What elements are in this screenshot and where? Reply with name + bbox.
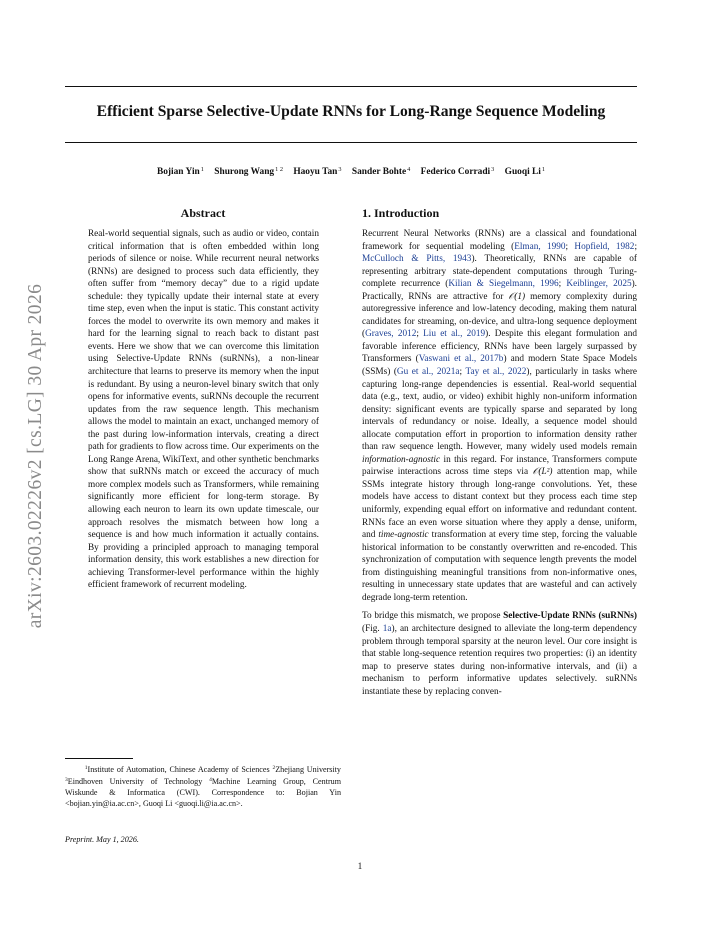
citation-link[interactable]: Elman, 1990	[514, 241, 566, 252]
citation-link[interactable]: Tay et al., 2022	[465, 367, 527, 378]
author: Shurong Wang$^{1 2}$	[214, 166, 283, 177]
citation-link[interactable]: Vaswani et al., 2017b	[418, 354, 504, 365]
author: Sander Bohte$^4$	[351, 166, 411, 177]
footnote-rule	[65, 758, 133, 759]
title-top-rule	[65, 86, 637, 87]
citation-link[interactable]: McCulloch & Pitts, 1943	[362, 254, 472, 265]
author-list	[65, 166, 637, 177]
abstract-heading: Abstract	[180, 206, 226, 220]
figure-link[interactable]: 1a	[382, 623, 392, 634]
intro-paragraph-1: Recurrent Neural Networks (RNNs) are a classical and foundational framework for sequential modeling (Elman, 1990; Hopfield, 1982; McCulloch & Pitts, 1943). Theoretically, RNNs are capable of representing arbitrary state-dependent computations through Turing-complete recurrence (Kilian & Siegelmann, 1996; Keiblinger, 2025). Practically, RNNs are attractive for 𝒪(1) memory complexity during autoregressive inference and low-latency decoding, making them natural candidates for streaming, on-device, and ultra-long sequence deployment (Graves, 2012; Liu et al., 2019). Despite this elegant formulation and favorable inference efficiency, RNNs have been largely surpassed by Transformers (Vaswani et al., 2017b) and modern State Space Models (SSMs) (Gu et al., 2021a; Tay et al., 2022), particularly in tasks where capturing long-range dependencies is essential. Real-world sequential data (e.g., text, audio, or video) exhibit highly non-uniform information density: significant events are typically sparse and separated by long intervals of redundancy or noise. Ideally, a sequence model should allocate computation effort in proportion to information density rather than raw sequence length. However, many widely used models remain information-agnostic in this regard. For instance, Transformers compute pairwise interactions across time steps via 𝒪(L²) attention map, while SSMs integrate history through long-range convolutions. Yet, these models have access to distant context but they process each time step uniformly, expending equal effort on informative and redundant content. RNNs face an even worse situation where they apply a dense, uniform, and time-agnostic transformation at every time step, forcing the valuable historical information to be constantly overwritten and re-encoded. This synchronization of computation with sequence length prevents the model from distinguishing meaningful transitions from non-informative ones, resulting in unnecessary state updates that are wasteful and can actively degrade long-term retention.	[362, 229, 638, 603]
citation-link[interactable]: Keiblinger, 2025	[566, 279, 632, 290]
author: Federico Corradi$^3$	[420, 166, 495, 177]
citation-link[interactable]: Graves, 2012	[365, 329, 417, 340]
citation-link[interactable]: Kilian & Siegelmann, 1996	[448, 279, 559, 290]
citation-link[interactable]: Liu et al., 2019	[423, 329, 486, 340]
preprint-note: Preprint. May 1, 2026.	[65, 835, 139, 844]
intro-paragraph-2: To bridge this mismatch, we propose Selective-Update RNNs (suRNNs) (Fig. 1a), an architecture designed to alleviate the long-term dependency problem through temporal sparsity at the neuron level. Our core insight is that stable long-sequence retention requires two properties: (i) an identity map to preserve states during non-informative intervals, and (ii) a mechanism to perform informative updates selectively. suRNNs instantiate these by replacing conven-	[362, 611, 638, 697]
arxiv-sidebar-stamp: arXiv:2603.02226v2 [cs.LG] 30 Apr 2026	[25, 283, 46, 629]
citation-link[interactable]: Gu et al., 2021a	[396, 367, 460, 378]
title-bottom-rule	[65, 142, 637, 143]
citation-link[interactable]: Hopfield, 1982	[574, 241, 635, 252]
intro-heading: 1. Introduction	[362, 206, 440, 220]
abstract-body: Real-world sequential signals, such as audio or video, contain critical information that is often embedded within long periods of silence or noise. While recurrent neural networks (RNNs) are designed to process such data efficiently, they often suffer from “memory decay” due to a rigid update schedule: they typically update their internal state at every time step, even when the input is static. This constant activity forces the model to overwrite its own memory and makes it hard for the learning signal to reach back to distant past events. Here we show that we can overcome this limitation using Selective-Update RNNs (suRNNs), a non-linear architecture that learns to preserve its memory when the input is redundant. By using a neuron-level binary switch that only opens for informative events, suRNNs decouple the recurrent updates from the raw sequence length. This mechanism allows the model to maintain an exact, unchanged memory of the past during low-information intervals, creating a direct path for gradients to flow across time. Our experiments on the Long Range Arena, WikiText, and other synthetic benchmarks show that suRNNs match or exceed the accuracy of much more complex models such as Transformers, while remaining significantly more efficient for long-term storage. By allowing each neuron to learn its own update timescale, our approach resolves the mismatch between how long a sequence is and how much information it actually contains. By providing a principled approach to managing temporal information density, this work establishes a new direction for achieving Transformer-level performance within the highly efficient framework of recurrent modeling.	[88, 229, 319, 591]
author: Haoyu Tan$^3$	[293, 166, 342, 177]
author: Bojian Yin$^1$	[156, 166, 204, 177]
author: Guoqi Li$^1$	[504, 166, 546, 177]
page-number: 1	[357, 862, 363, 872]
intro-body	[362, 228, 637, 698]
affiliations-footnote: $^1$Institute of Automation, Chinese Academy of Sciences $^2$Zhejiang University $^3$Eindhoven University of Technology $^4$Machine Learning Group, Centrum Wiskunde & Informatica (CWI). Correspondence to: Bojian Yin <bojian.yin@ia.ac.cn>, Guoqi Li <guoqi.li@ia.ac.cn>.	[65, 765, 341, 808]
paper-title: Efficient Sparse Selective-Update RNNs for Long-Range Sequence Modeling	[96, 103, 606, 120]
